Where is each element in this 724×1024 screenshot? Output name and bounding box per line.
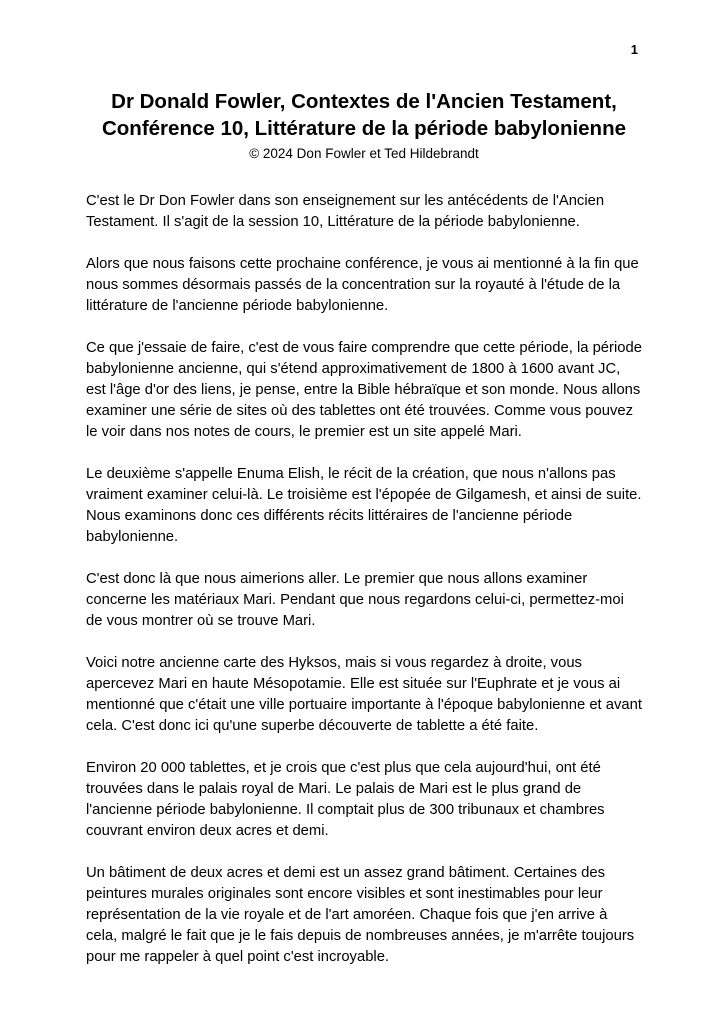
paragraph: Le deuxième s'appelle Enuma Elish, le récit de la création, que nous n'allons pas vraiment examiner celui-là. Le troisième est l'épopée de Gilgamesh, et ainsi de suite. Nous examinons donc ces différents récits littéraires de l'ancienne période babylonienne. (86, 466, 642, 546)
copyright-line: © 2024 Don Fowler et Ted Hildebrandt (249, 146, 479, 162)
document-title-line-1: Dr Donald Fowler, Contextes de l'Ancien Testament, (111, 90, 617, 113)
document-body (86, 191, 642, 968)
paragraph: C'est donc là que nous aimerions aller. Le premier que nous allons examiner concerne les matériaux Mari. Pendant que nous regardons celui-ci, permettez-moi de vous montrer où se trouve Mari. (86, 571, 624, 630)
document-title-line-2: Conférence 10, Littérature de la période babylonienne (101, 117, 627, 141)
paragraph: Voici notre ancienne carte des Hyksos, mais si vous regardez à droite, vous apercevez Mari en haute Mésopotamie. Elle est située sur l'Euphrate et je vous ai mentionné que c'était une ville portuaire importante à l'époque babylonienne et avant cela. C'est donc ici qu'une superbe découverte de tablette a été faite. (86, 655, 642, 735)
paragraph: Un bâtiment de deux acres et demi est un assez grand bâtiment. Certaines des peintures murales originales sont encore visibles et sont inestimables pour leur représentation de la vie royale et de l'art amoréen. Chaque fois que j'en arrive à cela, malgré le fait que je le fais depuis de nombreuses années, je m'arrête toujours pour me rappeler à quel point c'est incroyable. (86, 865, 635, 966)
document-title (86, 88, 642, 142)
page-number: 1 (630, 42, 638, 57)
document-content (86, 88, 642, 989)
paragraph: Environ 20 000 tablettes, et je crois que c'est plus que cela aujourd'hui, ont été trouvées dans le palais royal de Mari. Le palais de Mari est le plus grand de l'ancienne période babylonienne. Il comptait plus de 300 tribunaux et chambres couvrant environ deux acres et demi. (86, 760, 605, 840)
paragraph: Ce que j'essaie de faire, c'est de vous faire comprendre que cette période, la période babylonienne ancienne, qui s'étend approximativement de 1800 à 1600 avant JC, est l'âge d'or des liens, je pense, entre la Bible hébraïque et son monde. Nous allons examiner une série de sites où des tablettes ont été trouvées. Comme vous pouvez le voir dans nos notes de cours, le premier est un site appelé Mari. (86, 340, 642, 441)
paragraph: C'est le Dr Don Fowler dans son enseignement sur les antécédents de l'Ancien Testament. Il s'agit de la session 10, Littérature de la période babylonienne. (86, 193, 605, 231)
paragraph: Alors que nous faisons cette prochaine conférence, je vous ai mentionné à la fin que nous sommes désormais passés de la concentration sur la royauté à l'étude de la littérature de l'ancienne période babylonienne. (86, 256, 639, 315)
